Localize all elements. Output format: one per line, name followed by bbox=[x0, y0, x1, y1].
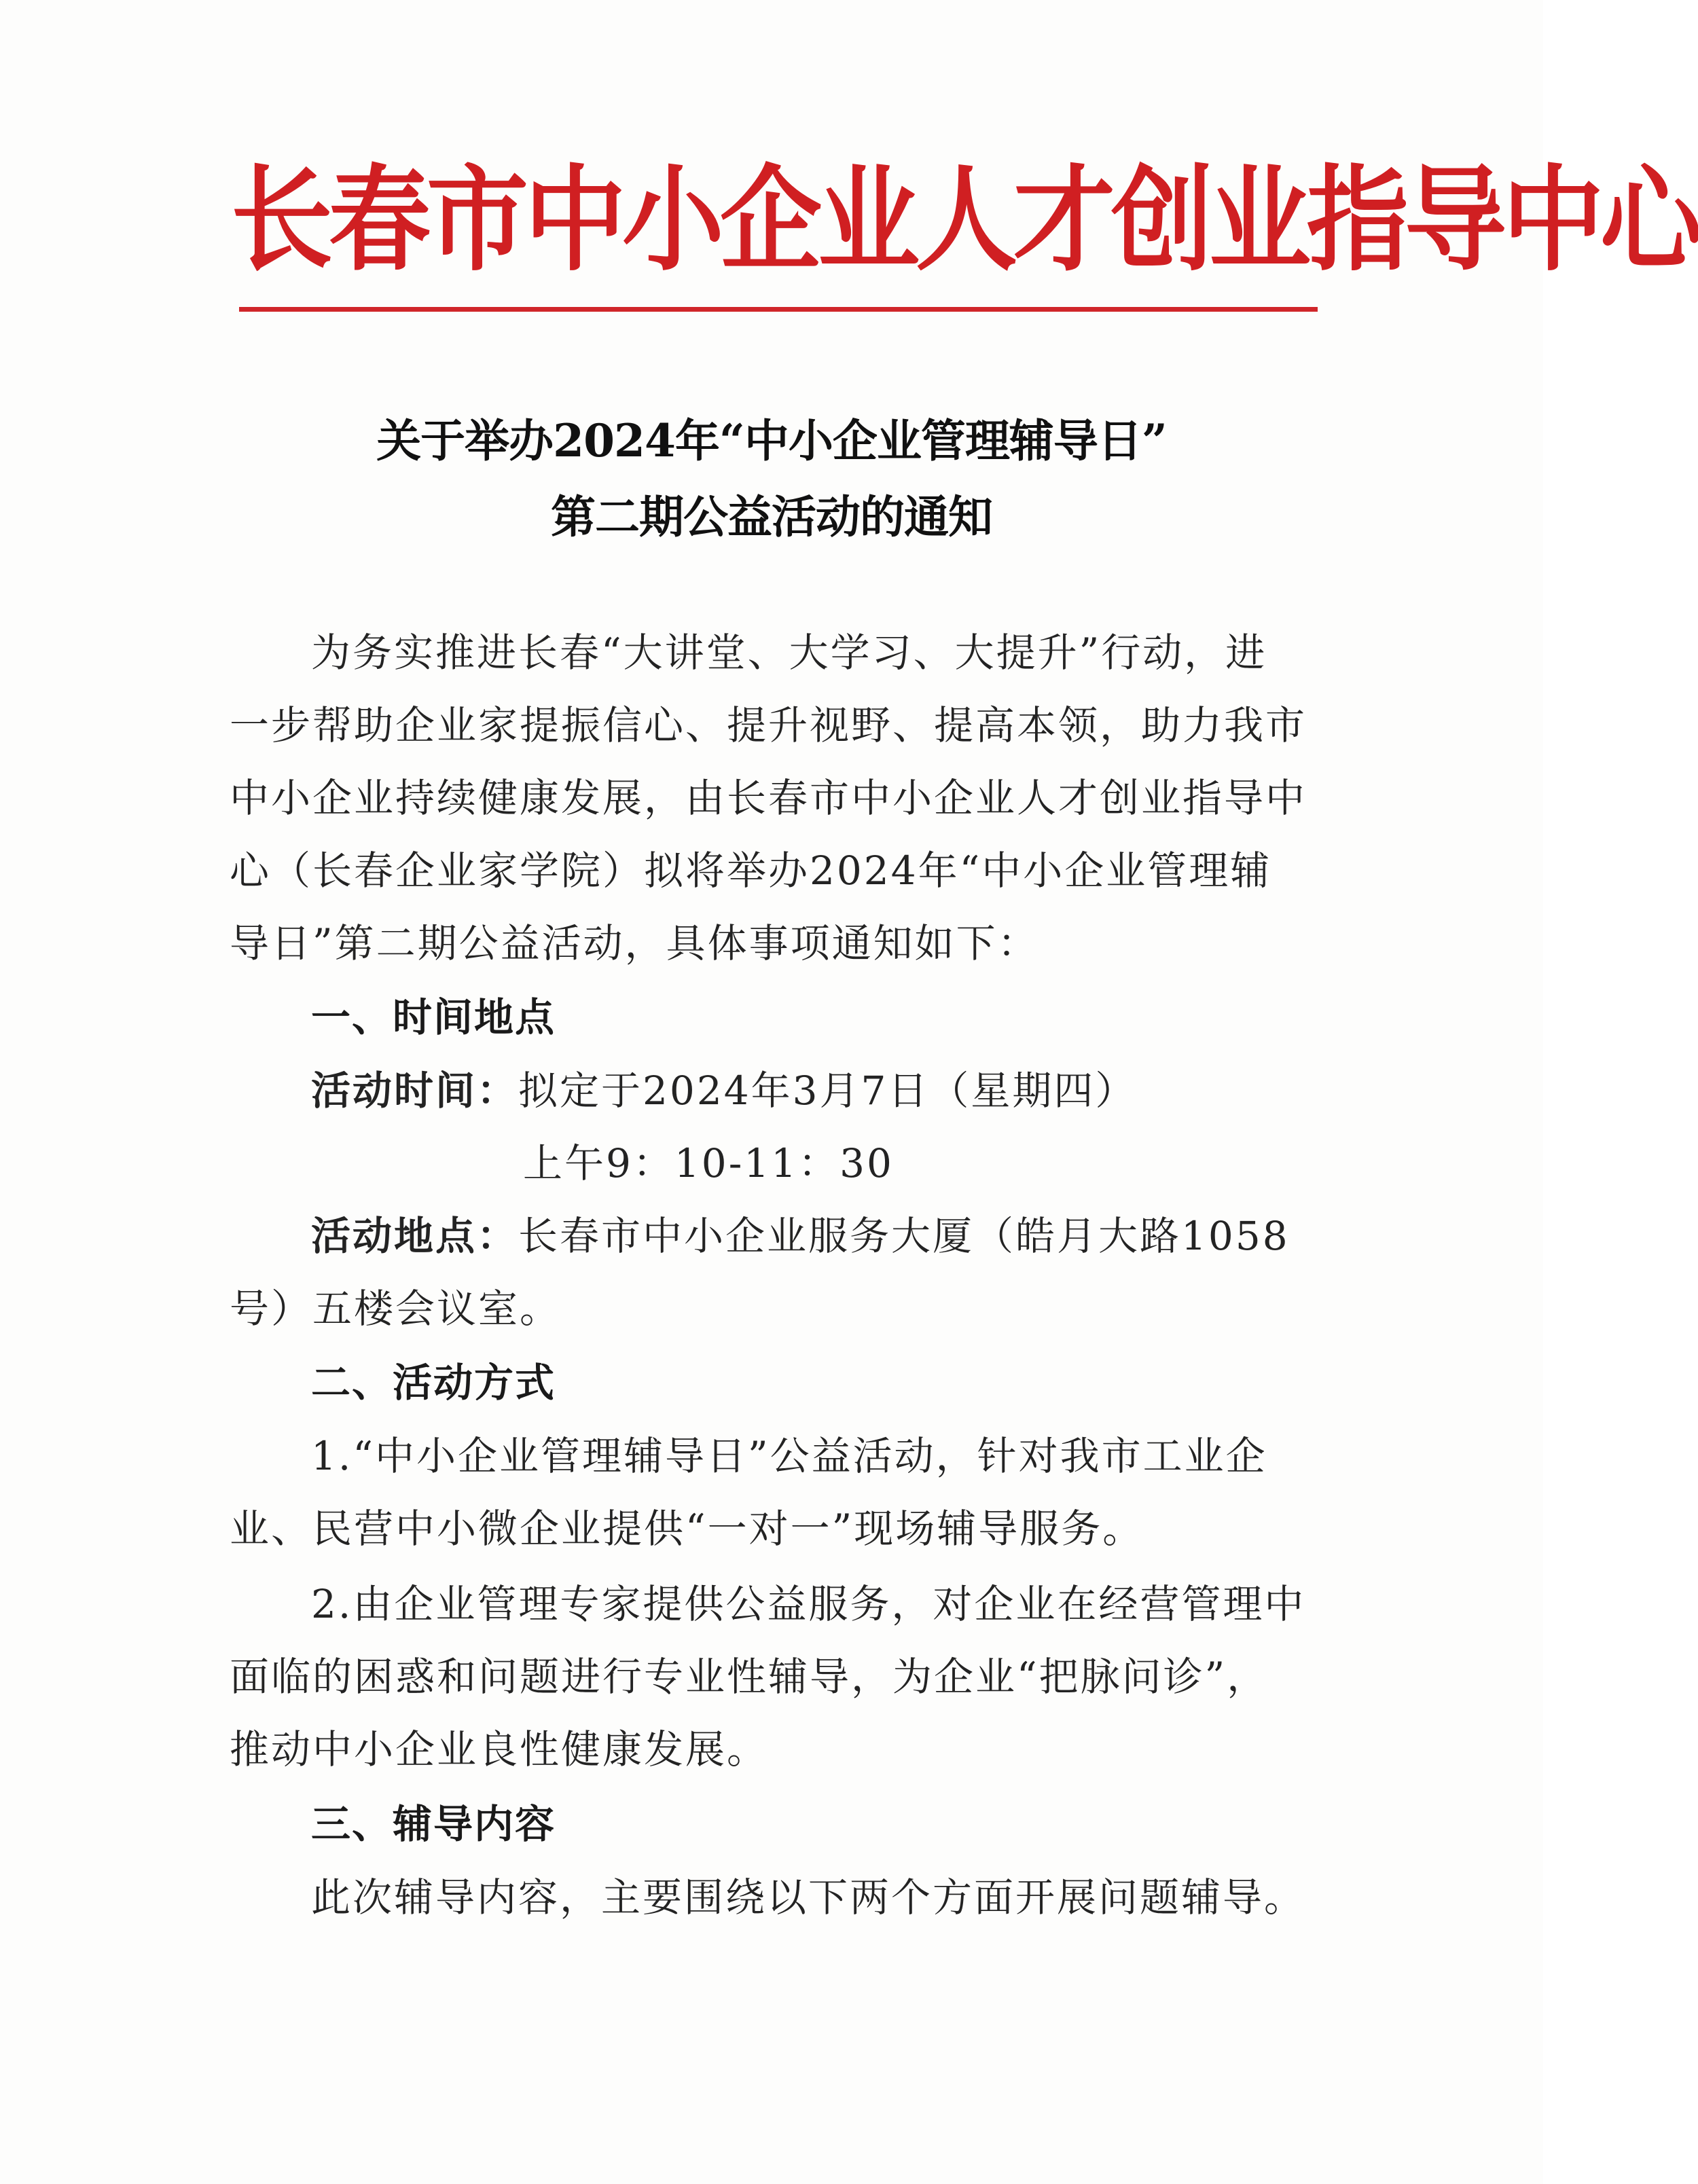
method-item-1-line-2: 业、民营中小微企业提供“一对一”现场辅导服务。 bbox=[230, 1506, 1144, 1552]
section-2-heading: 二、活动方式 bbox=[311, 1360, 556, 1406]
content-line-1: 此次辅导内容，主要围绕以下两个方面开展问题辅导。 bbox=[311, 1874, 1306, 1921]
activity-place-row bbox=[311, 1209, 1398, 1263]
intro-line-4: 心（长春企业家学院）拟将举办2024年“中小企业管理辅 bbox=[230, 848, 1272, 894]
intro-line-1: 为务实推进长春“大讲堂、大学习、大提升”行动，进 bbox=[311, 630, 1267, 676]
intro-line-2: 一步帮助企业家提振信心、提升视野、提高本领，助力我市 bbox=[230, 702, 1307, 748]
method-item-1-line-1: 1.“中小企业管理辅导日”公益活动，针对我市工业企 bbox=[311, 1433, 1267, 1479]
method-item-2-line-2: 面临的困惑和问题进行专业性辅导，为企业“把脉问诊”， bbox=[230, 1654, 1269, 1700]
activity-time-label: 活动时间： bbox=[311, 1068, 519, 1114]
letterhead-red-rule bbox=[239, 307, 1318, 312]
method-item-2-line-1: 2.由企业管理专家提供公益服务，对企业在经营管理中 bbox=[311, 1581, 1306, 1627]
section-1-heading: 一、时间地点 bbox=[311, 994, 556, 1040]
letterhead-org-name: 长春市中小企业人才创业指导中心 bbox=[231, 154, 1698, 287]
intro-line-3: 中小企业持续健康发展，由长春市中小企业人才创业指导中 bbox=[230, 775, 1307, 821]
activity-place-value-2: 号）五楼会议室。 bbox=[230, 1286, 562, 1332]
intro-line-5: 导日”第二期公益活动，具体事项通知如下： bbox=[230, 920, 1039, 966]
document-title-line-1: 关于举办2024年“中小企业管理辅导日” bbox=[376, 414, 1167, 467]
activity-place-label: 活动地点： bbox=[311, 1213, 519, 1259]
activity-time-value-2: 上午9：10-11：30 bbox=[523, 1140, 894, 1186]
method-item-2-line-3: 推动中小企业良性健康发展。 bbox=[230, 1726, 769, 1772]
activity-time-row bbox=[311, 1063, 1398, 1118]
activity-time-value: 拟定于2024年3月7日（星期四） bbox=[518, 1068, 1137, 1114]
document-title-line-2: 第二期公益活动的通知 bbox=[551, 490, 992, 543]
activity-place-value: 长春市中小企业服务大厦（皓月大路1058 bbox=[518, 1213, 1290, 1259]
section-3-heading: 三、辅导内容 bbox=[311, 1801, 556, 1847]
